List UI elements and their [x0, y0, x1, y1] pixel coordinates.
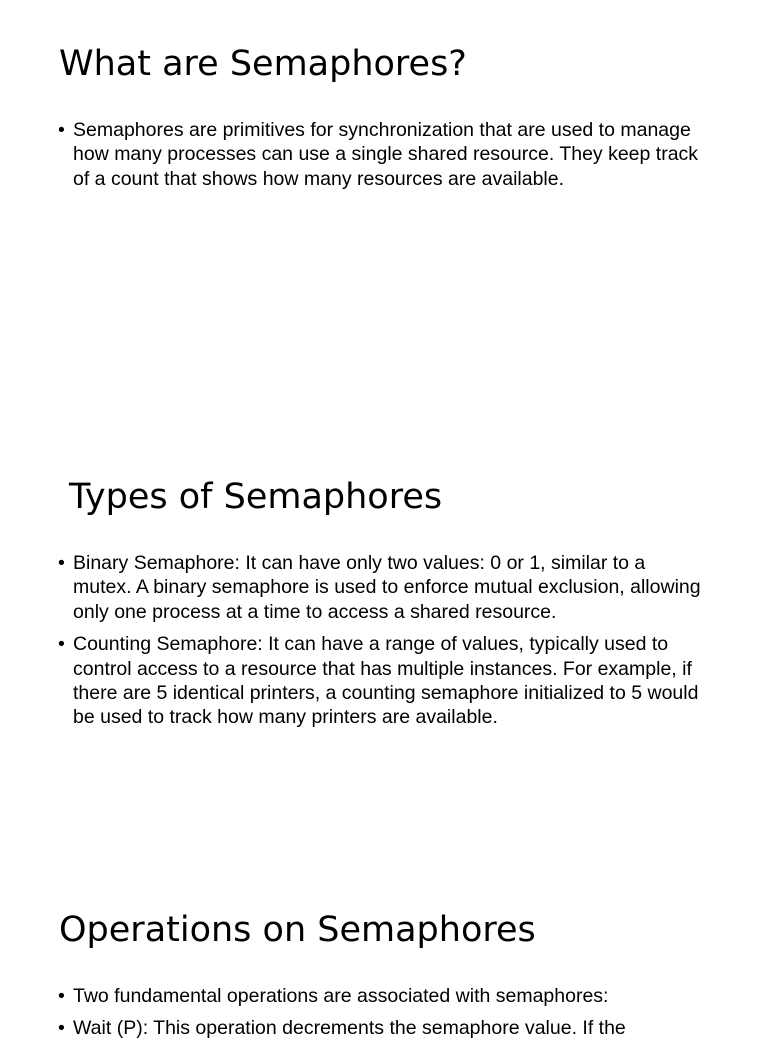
- bullet-icon: •: [58, 1017, 65, 1040]
- bullet-list: [58, 118, 708, 199]
- bullet-text: Wait (P): This operation decrements the semaphore value. If the: [73, 1017, 626, 1040]
- bullet-item: [58, 118, 708, 191]
- slide-title: What are Semaphores?: [59, 44, 467, 84]
- slide-title: Operations on Semaphores: [59, 910, 536, 950]
- bullet-icon: •: [58, 985, 65, 1007]
- bullet-text: Two fundamental operations are associated with semaphores:: [73, 985, 609, 1007]
- bullet-list: [58, 984, 708, 1049]
- bullet-icon: •: [58, 119, 65, 141]
- bullet-item: [58, 1016, 708, 1040]
- bullet-item: [58, 984, 708, 1008]
- bullet-icon: •: [58, 552, 65, 574]
- bullet-text: Counting Semaphore: It can have a range of values, typically used to control access to a resource that has multiple instances. For example, if there are 5 identical printers, a counting semaphore initialized to 5 would be used to track how many printers are available.: [73, 633, 699, 729]
- slide-title: Types of Semaphores: [69, 477, 443, 517]
- bullet-icon: •: [58, 633, 65, 656]
- bullet-item: [58, 551, 708, 624]
- bullet-list: [58, 551, 708, 738]
- bullet-item: [58, 632, 708, 730]
- bullet-text: Semaphores are primitives for synchronization that are used to manage how many processes can use a single shared resource. They keep track of a count that shows how many resources are available.: [73, 119, 699, 190]
- bullet-text: Binary Semaphore: It can have only two values: 0 or 1, similar to a mutex. A binary semaphore is used to enforce mutual exclusion, allowing only one process at a time to access a shared resource.: [73, 552, 701, 623]
